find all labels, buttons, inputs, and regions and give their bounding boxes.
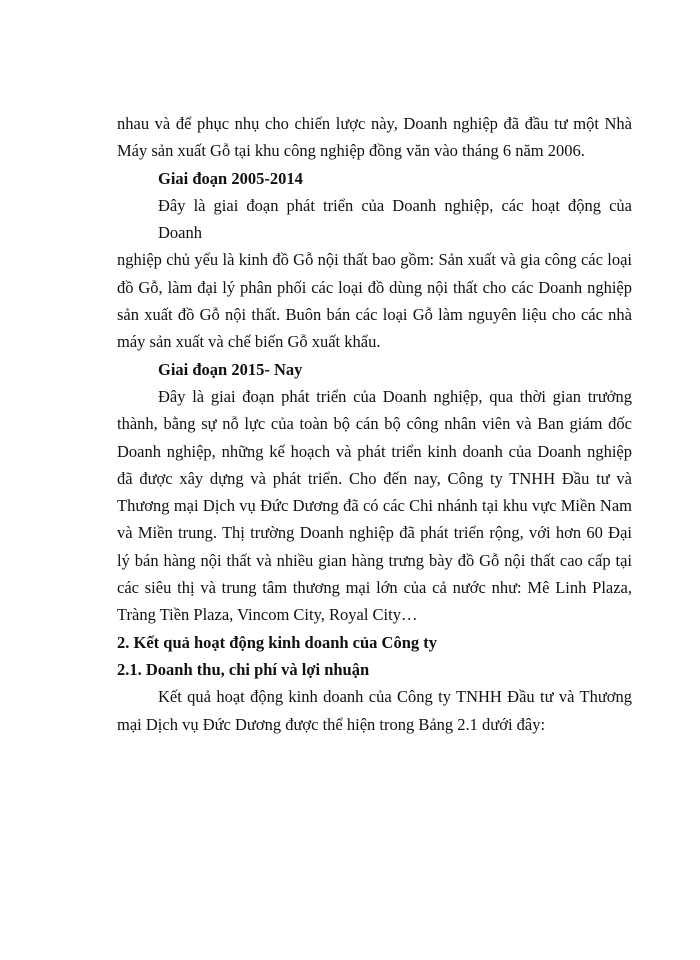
paragraph-intro: [117, 110, 632, 165]
subsection-heading: 2.1. Doanh thu, chi phí và lợi nhuận: [117, 659, 370, 679]
section-2-results: [117, 629, 632, 656]
text-line: Đây là giai đoạn phát triển của Doanh nghiệp, các hoạt động của Doanh: [158, 195, 632, 243]
text-line: Doanh nghiệp, những kế hoạch và phát triển kinh doanh của Doanh nghiệp: [117, 441, 632, 461]
text-line: đã được xây dựng và phát triển. Cho đến nay, Công ty TNHH Đầu tư và: [117, 468, 632, 488]
text-line: Tràng Tiền Plaza, Vincom City, Royal City…: [117, 605, 418, 625]
text-line: mại Dịch vụ Đức Dương được thể hiện trong Bảng 2.1 dưới đây:: [117, 714, 546, 734]
text-line: đồ Gỗ, làm đại lý phân phối các loại đồ dùng nội thất cho các Doanh nghiệp: [117, 277, 632, 297]
section-2015-nay: [117, 356, 632, 629]
section-2005-2014: [117, 165, 632, 356]
text-line: thành, bằng sự nỗ lực của toàn bộ cán bộ công nhân viên và Ban giám đốc: [117, 414, 632, 434]
text-line: nhau và để phục nhụ cho chiến lược này, Doanh nghiệp đã đầu tư một Nhà: [117, 114, 632, 133]
text-line: Thương mại Dịch vụ Đức Dương đã có các Chi nhánh tại khu vực Miền Nam: [117, 496, 632, 516]
text-line: lý bán hàng nội thất và nhiều gian hàng trưng bày đồ Gỗ nội thất cao cấp tại: [117, 550, 632, 570]
text-line: nghiệp chủ yếu là kinh đồ Gỗ nội thất bao gồm: Sản xuất và gia công các loại: [117, 250, 632, 270]
section-heading: Giai đoạn 2015- Nay: [158, 359, 303, 379]
section-heading: Giai đoạn 2005-2014: [158, 168, 303, 188]
text-line: Đây là giai đoạn phát triển của Doanh nghiệp, qua thời gian trưởng: [158, 386, 632, 406]
text-line: Máy sản xuất Gỗ tại khu công nghiệp đồng văn vào tháng 6 năm 2006.: [117, 141, 585, 161]
text-line: các siêu thị và trung tâm thương mại lớn của cả nước như: Mê Linh Plaza,: [117, 578, 632, 598]
text-line: máy sản xuất và chế biến Gỗ xuất khẩu.: [117, 332, 381, 352]
section-2-1-revenue: [117, 656, 632, 738]
text-line: và Miền trung. Thị trường Doanh nghiệp đã phát triển rộng, với hơn 60 Đại: [117, 523, 632, 543]
text-line: Kết quả hoạt động kinh doanh của Công ty TNHH Đầu tư và Thương: [158, 687, 632, 707]
document-body: [117, 110, 632, 738]
section-heading: 2. Kết quả hoạt động kinh doanh của Công ty: [117, 632, 438, 652]
text-line: sản xuất đồ Gỗ nội thất. Buôn bán các loại Gỗ làm nguyên liệu cho các nhà: [117, 305, 632, 325]
